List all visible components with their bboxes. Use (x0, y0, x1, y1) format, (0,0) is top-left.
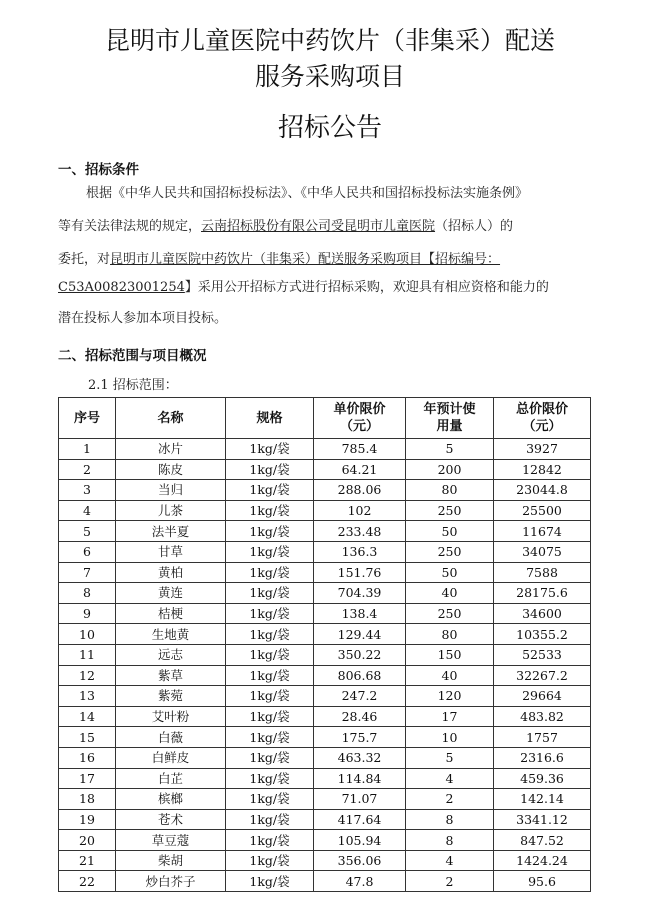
header-unit-price (314, 398, 406, 439)
line-2-text-c: （招标人）的 (435, 219, 514, 234)
total-price-limit-cell: 34600 (494, 603, 591, 624)
spec-cell: 1kg/袋 (226, 541, 314, 562)
unit-price-limit-cell: 64.21 (314, 459, 406, 480)
table-row (59, 459, 591, 480)
spec-cell: 1kg/袋 (226, 521, 314, 542)
header-unit-price-b: （元） (339, 419, 379, 434)
spec-cell: 1kg/袋 (226, 603, 314, 624)
row-no-cell: 12 (59, 665, 116, 686)
doc-title-line-2: 服务采购项目 (254, 62, 405, 91)
table-row (59, 809, 591, 830)
row-no-cell: 1 (59, 439, 116, 460)
annual-qty-cell: 50 (406, 521, 494, 542)
table-row (59, 521, 591, 542)
table-row (59, 665, 591, 686)
annual-qty-cell: 250 (406, 541, 494, 562)
table-row (59, 768, 591, 789)
table-row (59, 830, 591, 851)
total-price-limit-cell: 3927 (494, 439, 591, 460)
table-row (59, 439, 591, 460)
total-price-limit-cell: 28175.6 (494, 583, 591, 604)
table-row (59, 624, 591, 645)
drug-name-cell: 甘草 (116, 541, 226, 562)
total-price-limit-cell: 12842 (494, 459, 591, 480)
annual-qty-cell: 10 (406, 727, 494, 748)
unit-price-limit-cell: 102 (314, 500, 406, 521)
spec-cell: 1kg/袋 (226, 644, 314, 665)
spec-cell: 1kg/袋 (226, 439, 314, 460)
total-price-limit-cell: 10355.2 (494, 624, 591, 645)
total-price-limit-cell: 11674 (494, 521, 591, 542)
table-body (59, 439, 591, 892)
spec-cell: 1kg/袋 (226, 830, 314, 851)
table-row (59, 500, 591, 521)
unit-price-limit-cell: 806.68 (314, 665, 406, 686)
drug-name-cell: 艾叶粉 (116, 706, 226, 727)
unit-price-limit-cell: 105.94 (314, 830, 406, 851)
project-name: 昆明市儿童医院中药饮片（非集采）配送服务采购项目【招标编号： (110, 252, 501, 267)
table-row (59, 603, 591, 624)
drug-name-cell: 黄连 (116, 583, 226, 604)
annual-qty-cell: 120 (406, 686, 494, 707)
total-price-limit-cell: 1424.24 (494, 850, 591, 871)
line-3-text-a: 委托，对 (58, 252, 111, 267)
drug-name-cell: 紫菀 (116, 686, 226, 707)
unit-price-limit-cell: 785.4 (314, 439, 406, 460)
unit-price-limit-cell: 288.06 (314, 480, 406, 501)
section-1-line-3 (58, 252, 500, 268)
section-1-heading: 一、招标条件 (58, 162, 139, 178)
total-price-limit-cell: 34075 (494, 541, 591, 562)
unit-price-limit-cell: 138.4 (314, 603, 406, 624)
drug-name-cell: 桔梗 (116, 603, 226, 624)
spec-cell: 1kg/袋 (226, 871, 314, 892)
unit-price-limit-cell: 136.3 (314, 541, 406, 562)
unit-price-limit-cell: 417.64 (314, 809, 406, 830)
total-price-limit-cell: 483.82 (494, 706, 591, 727)
unit-price-limit-cell: 463.32 (314, 747, 406, 768)
annual-qty-cell: 40 (406, 583, 494, 604)
table-row (59, 850, 591, 871)
table-row (59, 583, 591, 604)
total-price-limit-cell: 3341.12 (494, 809, 591, 830)
total-price-limit-cell: 32267.2 (494, 665, 591, 686)
total-price-limit-cell: 52533 (494, 644, 591, 665)
drug-name-cell: 白芷 (116, 768, 226, 789)
spec-cell: 1kg/袋 (226, 747, 314, 768)
tender-number: C53A00823001254 (58, 280, 185, 295)
spec-cell: 1kg/袋 (226, 850, 314, 871)
row-no-cell: 5 (59, 521, 116, 542)
drug-name-cell: 儿茶 (116, 500, 226, 521)
total-price-limit-cell: 459.36 (494, 768, 591, 789)
header-annual-qty-b: 用量 (436, 419, 463, 434)
unit-price-limit-cell: 47.8 (314, 871, 406, 892)
drug-name-cell: 黄柏 (116, 562, 226, 583)
drug-name-cell: 生地黄 (116, 624, 226, 645)
drug-name-cell: 白薇 (116, 727, 226, 748)
drug-name-cell: 苍术 (116, 809, 226, 830)
annual-qty-cell: 17 (406, 706, 494, 727)
row-no-cell: 14 (59, 706, 116, 727)
header-total-price-a: 总价限价 (515, 402, 568, 417)
spec-cell: 1kg/袋 (226, 480, 314, 501)
annual-qty-cell: 40 (406, 665, 494, 686)
procurement-table (58, 397, 591, 892)
table-row (59, 686, 591, 707)
annual-qty-cell: 5 (406, 747, 494, 768)
total-price-limit-cell: 29664 (494, 686, 591, 707)
header-annual-qty (406, 398, 494, 439)
table-row (59, 480, 591, 501)
section-1-line-5: 潜在投标人参加本项目投标。 (58, 311, 228, 326)
unit-price-limit-cell: 71.07 (314, 789, 406, 810)
total-price-limit-cell: 847.52 (494, 830, 591, 851)
drug-name-cell: 远志 (116, 644, 226, 665)
row-no-cell: 6 (59, 541, 116, 562)
annual-qty-cell: 200 (406, 459, 494, 480)
row-no-cell: 11 (59, 644, 116, 665)
drug-name-cell: 陈皮 (116, 459, 226, 480)
row-no-cell: 3 (59, 480, 116, 501)
drug-name-cell: 紫草 (116, 665, 226, 686)
header-annual-qty-a: 年预计使 (423, 402, 476, 417)
total-price-limit-cell: 142.14 (494, 789, 591, 810)
drug-name-cell: 白鲜皮 (116, 747, 226, 768)
unit-price-limit-cell: 129.44 (314, 624, 406, 645)
drug-name-cell: 炒白芥子 (116, 871, 226, 892)
spec-cell: 1kg/袋 (226, 706, 314, 727)
unit-price-limit-cell: 28.46 (314, 706, 406, 727)
row-no-cell: 22 (59, 871, 116, 892)
annual-qty-cell: 8 (406, 830, 494, 851)
spec-cell: 1kg/袋 (226, 768, 314, 789)
drug-name-cell: 槟榔 (116, 789, 226, 810)
header-total-price (494, 398, 591, 439)
total-price-limit-cell: 7588 (494, 562, 591, 583)
row-no-cell: 15 (59, 727, 116, 748)
row-no-cell: 7 (59, 562, 116, 583)
table-header-row (59, 398, 591, 439)
table-row (59, 747, 591, 768)
table-row (59, 644, 591, 665)
unit-price-limit-cell: 704.39 (314, 583, 406, 604)
line-4-text-b: 】采用公开招标方式进行招标采购，欢迎具有相应资格和能力的 (184, 280, 549, 295)
total-price-limit-cell: 1757 (494, 727, 591, 748)
header-name: 名称 (116, 398, 226, 439)
unit-price-limit-cell: 175.7 (314, 727, 406, 748)
spec-cell: 1kg/袋 (226, 686, 314, 707)
row-no-cell: 19 (59, 809, 116, 830)
total-price-limit-cell: 25500 (494, 500, 591, 521)
annual-qty-cell: 8 (406, 809, 494, 830)
annual-qty-cell: 4 (406, 768, 494, 789)
total-price-limit-cell: 2316.6 (494, 747, 591, 768)
section-2-1-label: 2.1 招标范围： (88, 378, 178, 393)
doc-title-line-1: 昆明市儿童医院中药饮片（非集采）配送 (104, 26, 555, 55)
unit-price-limit-cell: 356.06 (314, 850, 406, 871)
table-row (59, 789, 591, 810)
row-no-cell: 9 (59, 603, 116, 624)
spec-cell: 1kg/袋 (226, 727, 314, 748)
spec-cell: 1kg/袋 (226, 809, 314, 830)
annual-qty-cell: 80 (406, 480, 494, 501)
unit-price-limit-cell: 233.48 (314, 521, 406, 542)
section-1-line-2 (58, 219, 513, 235)
table-row (59, 706, 591, 727)
row-no-cell: 16 (59, 747, 116, 768)
annual-qty-cell: 150 (406, 644, 494, 665)
spec-cell: 1kg/袋 (226, 583, 314, 604)
spec-cell: 1kg/袋 (226, 459, 314, 480)
section-2-heading: 二、招标范围与项目概况 (58, 348, 207, 364)
spec-cell: 1kg/袋 (226, 624, 314, 645)
annual-qty-cell: 2 (406, 789, 494, 810)
unit-price-limit-cell: 151.76 (314, 562, 406, 583)
drug-name-cell: 柴胡 (116, 850, 226, 871)
line-2-text-a: 等有关法律法规的规定， (58, 219, 202, 234)
header-total-price-b: （元） (522, 419, 562, 434)
spec-cell: 1kg/袋 (226, 500, 314, 521)
annual-qty-cell: 80 (406, 624, 494, 645)
row-no-cell: 10 (59, 624, 116, 645)
header-unit-price-a: 单价限价 (333, 402, 386, 417)
table-row (59, 541, 591, 562)
row-no-cell: 13 (59, 686, 116, 707)
spec-cell: 1kg/袋 (226, 789, 314, 810)
agency-name: 云南招标股份有限公司受昆明市儿童医院 (201, 219, 436, 234)
row-no-cell: 8 (59, 583, 116, 604)
unit-price-limit-cell: 350.22 (314, 644, 406, 665)
doc-title-announcement: 招标公告 (277, 113, 382, 143)
drug-name-cell: 草豆蔻 (116, 830, 226, 851)
total-price-limit-cell: 95.6 (494, 871, 591, 892)
section-1-line-4 (58, 280, 549, 296)
row-no-cell: 20 (59, 830, 116, 851)
header-spec: 规格 (226, 398, 314, 439)
header-no: 序号 (59, 398, 116, 439)
row-no-cell: 2 (59, 459, 116, 480)
table-row (59, 562, 591, 583)
drug-name-cell: 冰片 (116, 439, 226, 460)
annual-qty-cell: 250 (406, 603, 494, 624)
drug-name-cell: 法半夏 (116, 521, 226, 542)
row-no-cell: 18 (59, 789, 116, 810)
annual-qty-cell: 4 (406, 850, 494, 871)
row-no-cell: 4 (59, 500, 116, 521)
total-price-limit-cell: 23044.8 (494, 480, 591, 501)
unit-price-limit-cell: 247.2 (314, 686, 406, 707)
annual-qty-cell: 2 (406, 871, 494, 892)
annual-qty-cell: 5 (406, 439, 494, 460)
annual-qty-cell: 250 (406, 500, 494, 521)
spec-cell: 1kg/袋 (226, 665, 314, 686)
section-1-line-1: 根据《中华人民共和国招标投标法》、《中华人民共和国招标投标法实施条例》 (86, 186, 529, 201)
table-row (59, 871, 591, 892)
unit-price-limit-cell: 114.84 (314, 768, 406, 789)
drug-name-cell: 当归 (116, 480, 226, 501)
annual-qty-cell: 50 (406, 562, 494, 583)
table-row (59, 727, 591, 748)
row-no-cell: 17 (59, 768, 116, 789)
row-no-cell: 21 (59, 850, 116, 871)
spec-cell: 1kg/袋 (226, 562, 314, 583)
